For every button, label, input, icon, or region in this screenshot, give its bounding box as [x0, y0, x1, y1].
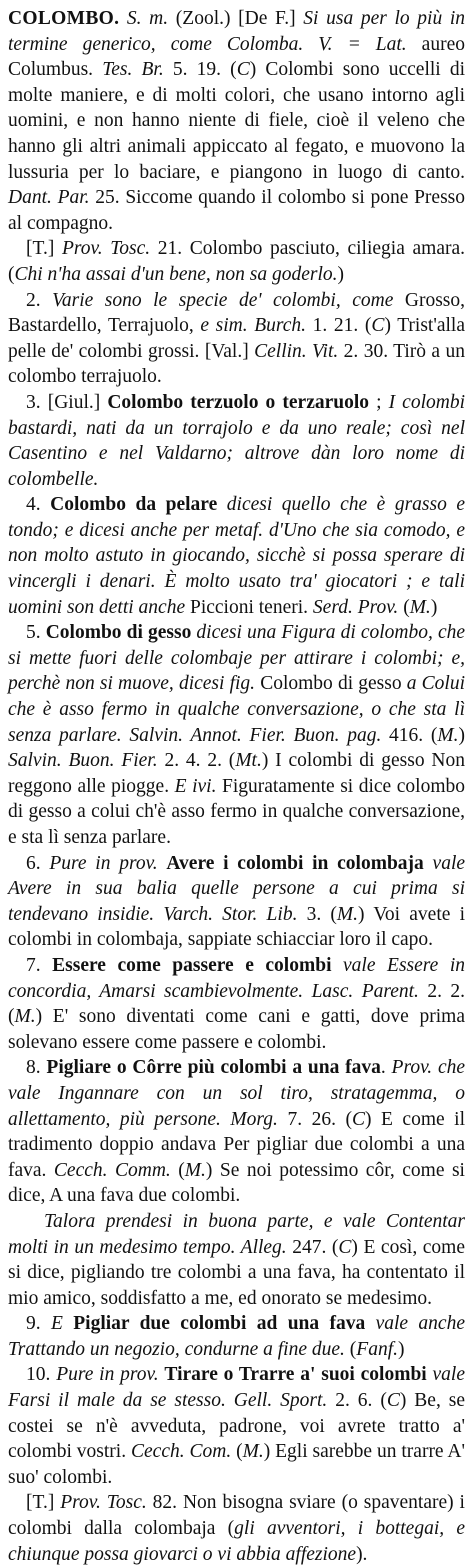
- bold-phrase: Pigliar due colombi ad una fava: [73, 1313, 366, 1335]
- italic-phrase: Tes. Br.: [102, 59, 164, 81]
- italic-phrase: M.: [184, 1159, 206, 1181]
- text-run: 8.: [26, 1057, 47, 1079]
- text-run: ) Colombi sono uccelli di molte maniere, e di molti colori, che usano intorno agli uomini, e non hanno niente di fiele, cioè il veleno che hanno gli altri animali appiccato al fegato, e muovono la lussuria per lo baciare, e piangono in luogo di canto.: [8, 59, 466, 183]
- text-run: ) Voi avete i colombi in colombaja, sappiate schiacciar loro il capo.: [8, 903, 465, 951]
- note-paragraph-tosc-82: [8, 1490, 465, 1567]
- text-run: 82. Non bisogna sviare (o spaventare) i colombi dalla colombaja (: [8, 1492, 465, 1540]
- italic-phrase: C: [236, 59, 250, 81]
- italic-phrase: vale Avere in sua balia quelle persone a cui prima si tendevano insidie. Varch. Stor. Lib.: [8, 852, 466, 925]
- headword-paragraph: [8, 6, 465, 236]
- sense-10-paragraph: [8, 1362, 465, 1490]
- headword: COLOMBO.: [8, 8, 120, 29]
- text-run: ) Egli sarebbe un trarre A' suo' colombi.: [8, 1441, 466, 1488]
- italic-phrase: Talora prendesi in buona parte, e vale Contentar molti in un medesimo tempo. Alleg.: [8, 1210, 465, 1258]
- sense-3-paragraph: [8, 390, 465, 492]
- italic-phrase: C: [351, 1108, 365, 1130]
- italic-phrase: M.: [14, 1006, 36, 1028]
- italic-phrase: vale Essere in concordia, Amarsi scambievolmente. Lasc. Parent.: [8, 954, 465, 1002]
- italic-phrase: Serd. Prov.: [312, 596, 399, 618]
- bold-phrase: Essere come passere e colombi: [52, 954, 332, 976]
- text-run: ) Se noi potessimo côr, come si dice, A una fava due colombi.: [8, 1159, 465, 1207]
- italic-phrase: Varie sono le specie de' colombi, come: [52, 289, 394, 311]
- italic-phrase: Prov. Tosc.: [60, 1492, 147, 1514]
- text-run: ) E come il tradimento doppio andava Per pigliar due colombi a una fava.: [8, 1108, 465, 1181]
- text-run: aureo Columbus.: [8, 33, 465, 81]
- italic-phrase: Dant. Par.: [8, 187, 90, 209]
- italic-phrase: I colombi bastardi, nati da un torrajolo e da uno reale; così nel Casentino e nel Valdarno; altrove dàn loro nome di colombelle.: [8, 391, 466, 490]
- sense-7-paragraph: [8, 953, 465, 1055]
- text-run: Colombo di gesso: [255, 673, 407, 695]
- italic-phrase: C: [338, 1236, 352, 1258]
- italic-phrase: M.: [437, 724, 459, 746]
- text-run: 6.: [26, 852, 50, 874]
- italic-phrase: gli avventori, i bottegai, e chiunque possa giovarci o vi abbia affezione: [8, 1518, 465, 1565]
- text-run: [63, 1313, 73, 1334]
- text-run: ) Be, se costei se n'è avveduta, padrone, voi avrete tratto a' colombi vostri.: [8, 1390, 465, 1463]
- text-run: ;: [369, 391, 389, 413]
- text-run: (: [344, 1338, 357, 1360]
- text-run: 2.: [26, 289, 53, 311]
- sense-5-paragraph: [8, 620, 465, 850]
- text-run: 247. (: [286, 1236, 339, 1258]
- text-run: 3. (: [297, 903, 337, 925]
- text-run: 2. 30. Tirò a un colombo terrajuolo.: [8, 340, 465, 388]
- text-run: 9.: [26, 1313, 51, 1335]
- text-run: 1. 21. (: [306, 315, 372, 337]
- text-run: 5. 19. (: [163, 59, 237, 81]
- sense-6-paragraph: [8, 851, 465, 953]
- text-run: 4.: [26, 494, 51, 516]
- text-run: 10.: [26, 1364, 57, 1386]
- italic-phrase: Prov. Tosc.: [61, 238, 151, 260]
- italic-phrase: Cecch. Com.: [131, 1441, 232, 1463]
- text-run: ): [337, 263, 345, 285]
- italic-phrase: M.: [242, 1441, 264, 1463]
- text-run: 5.: [26, 622, 46, 644]
- italic-phrase: S. m.: [126, 8, 169, 29]
- italic-phrase: Cecch. Comm.: [53, 1159, 171, 1181]
- italic-phrase: Chi n'ha assai d'un bene, non sa goderlo.: [14, 263, 338, 285]
- text-run: 2. 4. 2. (: [157, 750, 236, 772]
- italic-phrase: C: [371, 315, 385, 337]
- italic-phrase: dicesi una Figura di colombo, che si mette fuori delle colombaje per attirare i colombi; e, perchè non si muove, dicesi fig.: [8, 622, 466, 695]
- text-run: ): [430, 596, 438, 618]
- italic-phrase: M.: [336, 903, 359, 925]
- italic-phrase: E: [50, 1313, 63, 1335]
- text-run: ).: [356, 1543, 368, 1565]
- bold-phrase: Tirare o Trarre a' suoi colombi: [164, 1364, 427, 1386]
- italic-phrase: C: [386, 1390, 400, 1412]
- text-run: [119, 8, 127, 29]
- text-run: 3. [Giul.]: [26, 391, 108, 413]
- text-run: [365, 1313, 375, 1334]
- italic-phrase: E ivi.: [174, 775, 217, 797]
- sense-4-paragraph: [8, 492, 465, 620]
- italic-phrase: Si usa per lo più in termine generico, come Colomba. V. = Lat.: [8, 8, 465, 55]
- text-run: 21. Colombo pasciuto, ciliegia amara. (: [8, 238, 466, 285]
- text-run: (: [170, 1159, 185, 1181]
- bold-phrase: Pigliare o Côrre più colombi a una fava: [46, 1057, 381, 1079]
- text-run: Figuratamente si dice colombo di gesso a colui ch'è asso fermo in qualche conversazione, e sta lì senza parlare.: [8, 775, 466, 848]
- sense-9-paragraph: [8, 1311, 465, 1362]
- italic-phrase: M.: [409, 596, 431, 618]
- text-run: (: [231, 1441, 243, 1463]
- text-run: 25. Siccome quando il colombo si pone Presso al compagno.: [8, 187, 465, 234]
- text-run: .: [380, 1057, 392, 1079]
- bold-phrase: Colombo da pelare: [50, 494, 218, 516]
- text-run: [T.]: [26, 238, 62, 260]
- text-run: ) E' sono diventati come cani e gatti, dove prima solevano essere come passere e colombi.: [8, 1006, 465, 1053]
- text-run: [217, 494, 227, 515]
- italic-phrase: vale Farsi il male da se stesso. Gell. Sport.: [8, 1364, 466, 1412]
- sense-8-continuation-paragraph: [8, 1209, 465, 1311]
- text-run: 2. 6. (: [327, 1390, 387, 1412]
- text-run: ) I colombi di gesso Non reggono alle piogge.: [8, 750, 465, 797]
- bold-phrase: Colombo terzuolo o terzaruolo: [107, 391, 370, 413]
- italic-phrase: a Colui che è asso fermo in qualche conversazione, o che sta lì senza parlare. Salvin. Annot. Fier. Buon. pag.: [8, 673, 466, 746]
- text-run: ): [398, 1338, 405, 1360]
- italic-phrase: Pure in prov.: [56, 1364, 159, 1386]
- sense-2-paragraph: [8, 288, 465, 390]
- text-run: ) E così, come si dice, pigliando tre colombi a una fava, ha contentato il mio amico, soddisfatto a me, ed onorato se medesimo.: [8, 1236, 465, 1309]
- text-run: ): [458, 724, 466, 746]
- italic-phrase: Pure in prov.: [49, 852, 158, 874]
- italic-phrase: dicesi quello che è grasso e tondo; e dicesi anche per metaf. d'Uno che sia comodo, e non molto astuto in giocando, sicchè si possa sperare di vincergli i denari. È molto usato tra' giocatori ; e tali uomini son detti anche: [8, 494, 466, 618]
- bold-phrase: Avere i colombi in colombaja: [166, 852, 424, 874]
- text-run: (Zool.) [De F.]: [168, 8, 304, 29]
- text-run: (: [398, 596, 410, 618]
- bold-phrase: Colombo di gesso: [45, 622, 192, 644]
- text-run: 416. (: [381, 724, 438, 746]
- text-run: [T.]: [26, 1492, 61, 1514]
- italic-phrase: Fanf.: [356, 1338, 398, 1360]
- sense-8-paragraph: [8, 1055, 465, 1209]
- dictionary-entry-colombo: [8, 6, 465, 1567]
- text-run: Piccioni teneri.: [185, 596, 313, 618]
- italic-phrase: Mt.: [235, 750, 262, 772]
- italic-phrase: e sim. Burch.: [200, 315, 307, 337]
- italic-phrase: Prov. che vale Ingannare con un sol tiro, stratagemma, o allettamento, più persone. Morg.: [8, 1057, 466, 1130]
- note-paragraph-tosc-21: [8, 236, 465, 287]
- italic-phrase: Salvin. Buon. Fier.: [8, 750, 158, 772]
- text-run: Grosso, Bastardello, Terrajuolo,: [8, 289, 466, 337]
- italic-phrase: vale anche Trattando un negozio, condurne a fine due.: [8, 1313, 465, 1360]
- italic-phrase: Cellin. Vit.: [254, 340, 339, 362]
- text-run: [332, 955, 344, 976]
- text-run: [424, 853, 433, 874]
- text-run: 7. 26. (: [277, 1108, 352, 1130]
- text-run: ) Trist'alla pelle de' colombi grossi. [Val.]: [8, 315, 466, 362]
- text-run: 7.: [26, 954, 53, 976]
- text-run: 2. 2. (: [8, 980, 465, 1028]
